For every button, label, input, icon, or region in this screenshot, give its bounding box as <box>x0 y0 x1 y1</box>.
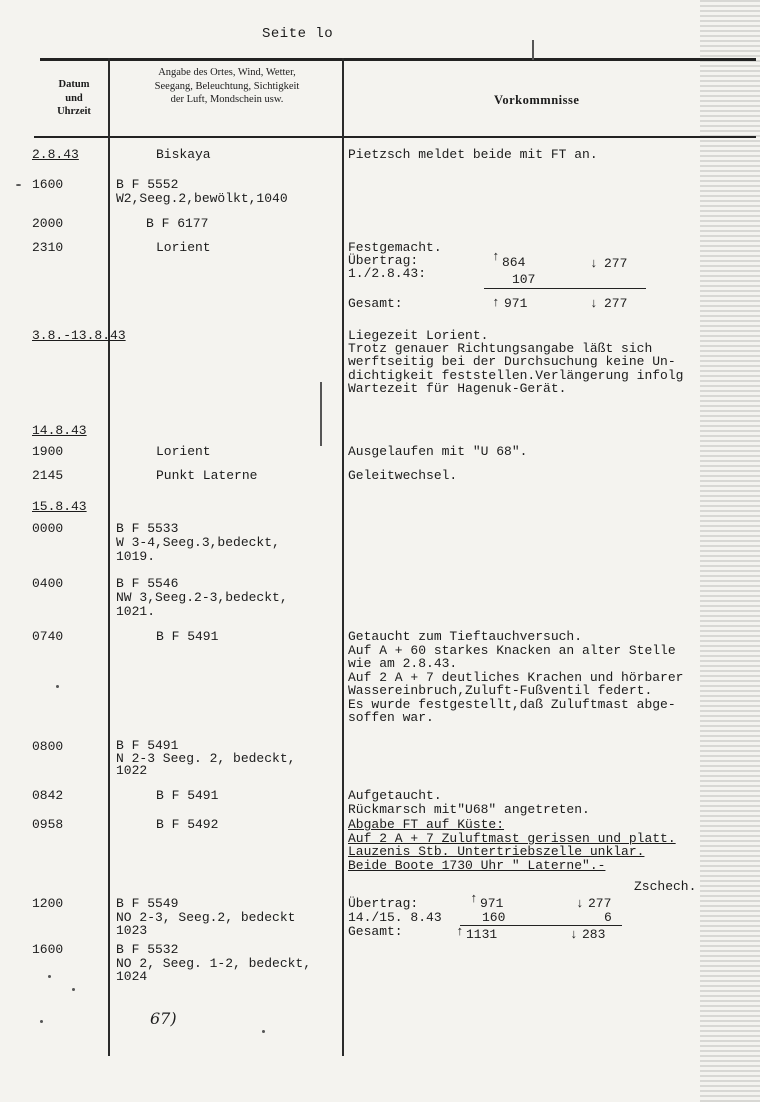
tally-value: 277 <box>604 256 628 271</box>
place-cell: B F 5546 NW 3,Seeg.2-3,bedeckt, 1021. <box>116 576 288 619</box>
tally-value: 1131 <box>466 927 498 942</box>
tally-value: 277 <box>604 296 628 311</box>
place-cell: Lorient <box>156 444 211 459</box>
scan-speck <box>48 975 51 978</box>
scan-speck <box>16 184 21 186</box>
event-cell: Geleitwechsel. <box>348 468 458 483</box>
place-cell: B F 6177 <box>146 216 209 231</box>
date-cell: 1200 <box>32 896 64 911</box>
place-cell: B F 5532 NO 2, Seeg. 1-2, bedeckt, 1024 <box>116 942 312 984</box>
page-title: Seite lo <box>262 26 334 42</box>
tally-arrow-up-icon: ↑ <box>492 249 500 264</box>
date-cell: 15.8.43 <box>32 499 87 514</box>
place-cell: Biskaya <box>156 147 211 162</box>
tally-arrow-down-icon: ↓ <box>576 896 584 911</box>
date-cell: 14.8.43 <box>32 423 87 438</box>
tally-value: 6 <box>604 910 612 925</box>
tally-value: 160 <box>482 910 506 925</box>
place-cell: B F 5491 <box>156 629 219 644</box>
event-cell: Festgemacht. Übertrag: 1./2.8.43: <box>348 240 442 281</box>
tally-value: 971 <box>504 296 528 311</box>
date-cell: 0958 <box>32 817 64 832</box>
event-cell: Übertrag: 14./15. 8.43 Gesamt: <box>348 896 442 939</box>
place-cell: B F 5491 N 2-3 Seeg. 2, bedeckt, 1022 <box>116 738 296 778</box>
scan-speck <box>40 1020 43 1023</box>
event-cell: Getaucht zum Tieftauchversuch. Auf A + 60 starkes Knacken an alter Stelle wie am 2.8.43. Auf 2 A + 7 deutliches Krachen und hörbarer Wassereinbruch,Zuluft-Fußventil federt. Es wurde festgestellt,daß Zuluftmast abge- soffen war. <box>348 629 684 725</box>
tally-arrow-up-icon: ↑ <box>470 891 478 906</box>
place-cell: B F 5549 NO 2-3, Seeg.2, bedeckt 1023 <box>116 896 296 938</box>
event-cell: Liegezeit Lorient. Trotz genauer Richtungsangabe läßt sich werftseitig bei der Durchsuchung keine Un- dichtigkeit feststellen.Verlängerung infolg Wartezeit für Hagenuk-Gerät. <box>348 328 684 396</box>
signature-text: Zschech. <box>634 879 697 894</box>
top-rule <box>40 58 756 61</box>
tally-value: 864 <box>502 255 526 270</box>
scan-speck <box>320 382 322 446</box>
place-cell: B F 5492 <box>156 817 219 832</box>
date-cell: 0400 <box>32 576 64 591</box>
tally-arrow-up-icon: ↑ <box>492 295 500 310</box>
scan-speck <box>56 685 59 688</box>
tally-value: 971 <box>480 896 504 911</box>
date-column-divider <box>108 58 110 1056</box>
events-column-header: Vorkommnisse <box>494 93 580 107</box>
date-cell: 0842 <box>32 788 64 803</box>
place-cell: B F 5491 <box>156 788 219 803</box>
tally-arrow-down-icon: ↓ <box>590 256 598 271</box>
scan-speck <box>262 1030 265 1033</box>
date-cell: 0000 <box>32 521 64 536</box>
date-cell: 1900 <box>32 444 64 459</box>
event-cell: Abgabe FT auf Küste: Auf 2 A + 7 Zuluftmast gerissen und platt. Lauzenis Stb. Untertriebszelle unklar. Beide Boote 1730 Uhr " Laterne".- <box>348 817 676 873</box>
scan-speck <box>72 988 75 991</box>
scan-speck <box>532 40 534 60</box>
scan-edge-noise <box>700 0 760 1102</box>
place-cell: Punkt Laterne <box>156 468 258 483</box>
date-cell: 0800 <box>32 739 64 754</box>
event-cell: Pietzsch meldet beide mit FT an. <box>348 147 598 162</box>
header-rule <box>34 136 756 138</box>
place-column-header: Angabe des Ortes, Wind, Wetter, Seegang, Beleuchtung, Sichtigkeit der Luft, Mondschein usw. <box>154 67 300 106</box>
place-cell: B F 5533 W 3-4,Seeg.3,bedeckt, 1019. <box>116 521 280 564</box>
event-cell: Gesamt: <box>348 296 403 311</box>
handwritten-page-mark: 67) <box>150 1009 177 1028</box>
sum-line <box>484 288 646 289</box>
place-cell: B F 5552 W2,Seeg.2,bewölkt,1040 <box>116 177 288 206</box>
place-column-divider <box>342 58 344 1056</box>
date-cell: 2000 <box>32 216 64 231</box>
tally-value: 283 <box>582 927 606 942</box>
date-cell: 0740 <box>32 629 64 644</box>
tally-value: 277 <box>588 896 612 911</box>
date-cell: 2.8.43 <box>32 147 79 162</box>
tally-arrow-down-icon: ↓ <box>570 927 578 942</box>
date-cell: 2310 <box>32 240 64 255</box>
date-cell: 1600 <box>32 177 64 192</box>
date-cell: 3.8.-13.8.43 <box>32 328 126 343</box>
tally-value: 107 <box>512 272 536 287</box>
date-column-header: Datum und Uhrzeit <box>57 79 91 118</box>
date-cell: 2145 <box>32 468 64 483</box>
date-cell: 1600 <box>32 942 64 957</box>
tally-arrow-up-icon: ↑ <box>456 924 464 939</box>
sum-line <box>460 925 622 926</box>
tally-arrow-down-icon: ↓ <box>590 296 598 311</box>
place-cell: Lorient <box>156 240 211 255</box>
event-cell: Ausgelaufen mit "U 68". <box>348 444 528 459</box>
event-cell: Aufgetaucht. Rückmarsch mit"U68" angetreten. <box>348 788 590 817</box>
